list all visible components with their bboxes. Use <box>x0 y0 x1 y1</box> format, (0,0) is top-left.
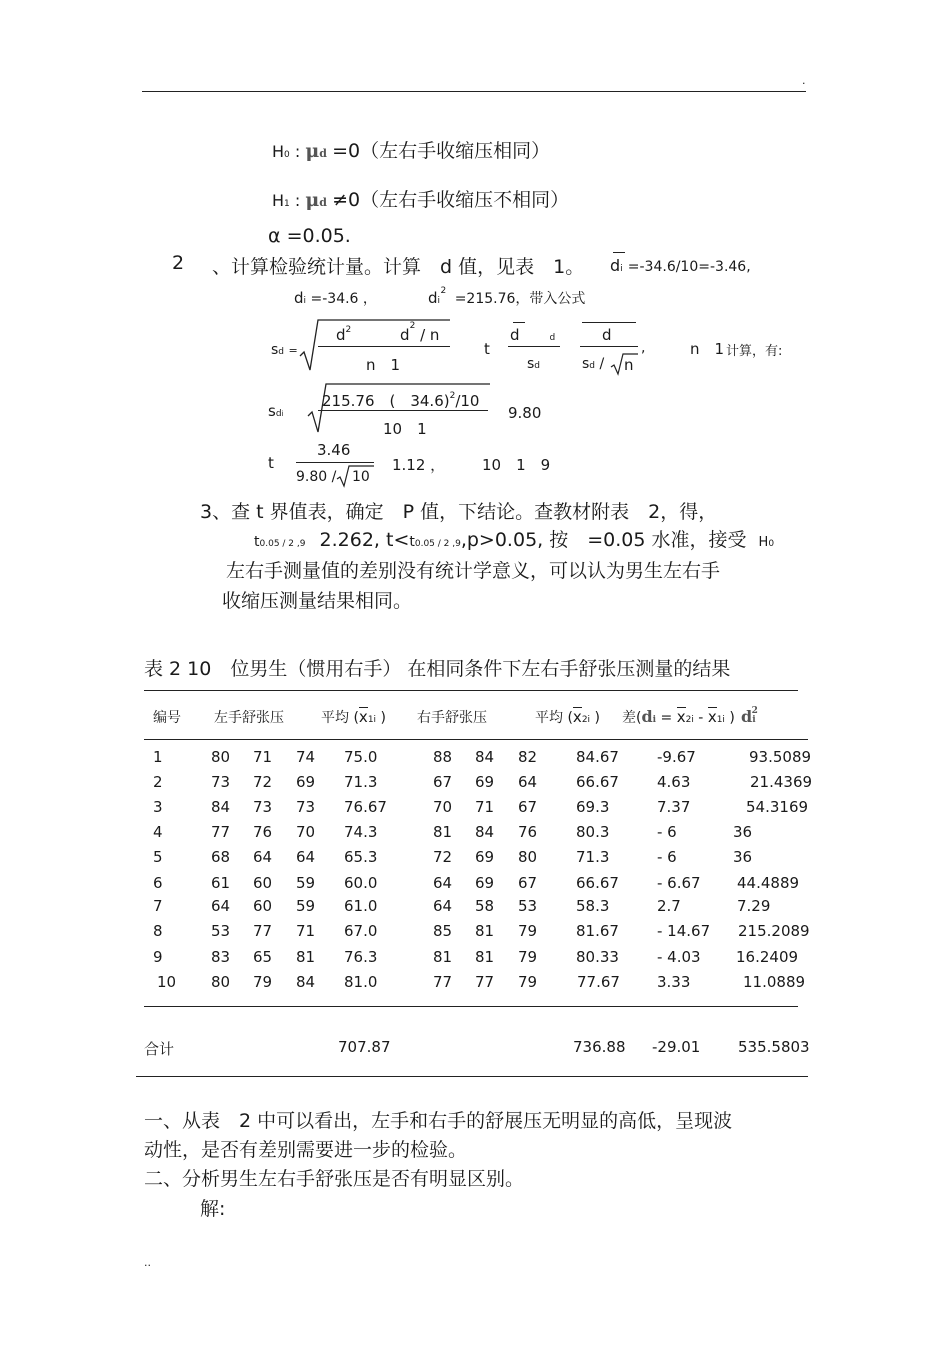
cell-avg2: 80.33 <box>576 948 619 966</box>
table-row <box>0 922 950 944</box>
f3-numerator: 3.46 <box>317 441 351 459</box>
cell-diff: - 6.67 <box>657 874 701 892</box>
cell-l2: 60 <box>253 897 273 915</box>
sum-d2: di $^2$ =215.76，带入公式 <box>428 286 586 307</box>
cell-id: 8 <box>153 922 163 940</box>
f2-numerator: 215.76 ( 34.6)$^2$/10 <box>322 391 480 410</box>
cell-avg2: 66.67 <box>576 773 619 791</box>
f2-denominator: 10 1 <box>383 420 427 438</box>
cell-avg2: 84.67 <box>576 748 619 766</box>
f1-t-den: sd <box>527 356 541 372</box>
cell-avg2: 69.3 <box>576 798 610 816</box>
cell-d2: 54.3169 <box>746 798 809 816</box>
cell-r3: 64 <box>518 773 538 791</box>
cell-avg2: 81.67 <box>576 922 619 940</box>
cell-avg1: 60.0 <box>344 874 378 892</box>
cell-r2: 69 <box>475 773 495 791</box>
total-avg2: 736.88 <box>573 1038 626 1056</box>
conclusion-p2: 二、分析男生左右手舒张压是否有明显区别。 <box>144 1168 525 1190</box>
cell-r3: 53 <box>518 897 538 915</box>
cell-id: 7 <box>153 897 163 915</box>
f1-numerator: $d^2$ $d^2$ / n <box>336 321 440 344</box>
f1-t-num: d d <box>510 326 556 344</box>
cell-diff: - 14.67 <box>657 922 711 940</box>
th-avg1: 平均 (x1i ) <box>321 708 386 726</box>
table-header-row <box>0 707 950 729</box>
cell-avg1: 74.3 <box>344 823 378 841</box>
conclusion-p1-line1: 一、从表 2 中可以看出，左手和右手的舒展压无明显的高低，呈现波 <box>144 1110 733 1132</box>
table-total-row <box>0 1038 950 1060</box>
cell-l1: 61 <box>211 874 231 892</box>
footer-mark: .. <box>144 1256 151 1269</box>
f1-t2-bar <box>580 346 638 347</box>
cell-l1: 80 <box>211 973 231 991</box>
cell-l1: 77 <box>211 823 231 841</box>
cell-r3: 76 <box>518 823 538 841</box>
cell-avg2: 66.67 <box>576 874 619 892</box>
cell-l1: 64 <box>211 897 231 915</box>
dbar-value: di =-34.6/10=-3.46, <box>610 256 751 275</box>
cell-r1: 64 <box>433 874 453 892</box>
cell-r1: 88 <box>433 748 453 766</box>
cell-d2: 16.2409 <box>736 948 799 966</box>
f3-df: 10 1 9 <box>482 456 551 474</box>
conclusion-solve: 解: <box>200 1198 226 1220</box>
th-right: 右手舒张压 <box>417 710 487 726</box>
cell-l1: 84 <box>211 798 231 816</box>
cell-l3: 69 <box>296 773 316 791</box>
step3-line1: 3、查 t 界值表，确定 P 值，下结论。查教材附表 2，得， <box>200 501 718 523</box>
cell-d2: 93.5089 <box>749 748 812 766</box>
cell-id: 9 <box>153 948 163 966</box>
cell-l2: 60 <box>253 874 273 892</box>
f3-result: 1.12 ， <box>392 456 446 474</box>
cell-diff: - 6 <box>657 848 677 866</box>
f1-t2-num: d <box>602 326 612 344</box>
table-row <box>0 948 950 970</box>
step2-text: 、计算检验统计量。计算 d 值，见表 1。 <box>212 256 585 278</box>
cell-r2: 84 <box>475 823 495 841</box>
cell-diff: 4.63 <box>657 773 691 791</box>
f1-t-bar <box>508 346 560 347</box>
cell-id: 1 <box>153 748 163 766</box>
f1-df: n 1 <box>690 340 725 358</box>
table-bottom-rule <box>136 1076 808 1077</box>
cell-id: 4 <box>153 823 163 841</box>
cell-avg2: 80.3 <box>576 823 610 841</box>
table-row <box>0 798 950 820</box>
cell-l3: 59 <box>296 874 316 892</box>
cell-l3: 59 <box>296 897 316 915</box>
th-d2: $di^2$ <box>741 706 758 726</box>
cell-avg1: 65.3 <box>344 848 378 866</box>
cell-id: 5 <box>153 848 163 866</box>
cell-diff: 3.33 <box>657 973 691 991</box>
cell-r3: 67 <box>518 874 538 892</box>
f2-result: 9.80 <box>508 404 542 422</box>
cell-diff: - 6 <box>657 823 677 841</box>
f3-fraction-bar <box>296 462 374 463</box>
cell-id: 3 <box>153 798 163 816</box>
cell-avg1: 75.0 <box>344 748 378 766</box>
cell-d2: 36 <box>733 823 753 841</box>
h0-line: H0 : μd =0（左右手收缩压相同） <box>272 140 551 162</box>
cell-l3: 84 <box>296 973 316 991</box>
table-row <box>0 897 950 919</box>
step2-num: 2 <box>172 252 185 274</box>
step3-line4: 收缩压测量结果相同。 <box>222 590 413 612</box>
cell-avg1: 76.3 <box>344 948 378 966</box>
cell-r2: 69 <box>475 874 495 892</box>
cell-r1: 81 <box>433 823 453 841</box>
cell-avg1: 67.0 <box>344 922 378 940</box>
cell-avg1: 61.0 <box>344 897 378 915</box>
cell-r1: 85 <box>433 922 453 940</box>
cell-r3: 67 <box>518 798 538 816</box>
cell-r1: 70 <box>433 798 453 816</box>
f1-comma: , <box>641 340 646 356</box>
total-avg1: 707.87 <box>338 1038 391 1056</box>
f1-t: t <box>484 340 490 358</box>
cell-l2: 65 <box>253 948 273 966</box>
cell-r1: 72 <box>433 848 453 866</box>
header-rule <box>142 91 806 92</box>
f1-denominator: n 1 <box>366 356 401 374</box>
conclusion-p1-line2: 动性，是否有差别需要进一步的检验。 <box>144 1139 468 1161</box>
table-row <box>0 823 950 845</box>
cell-d2: 44.4889 <box>737 874 800 892</box>
step3-line2: t0.05 / 2 ,9 2.262, t<t0.05 / 2 ,9,p>0.05, 按 =0.05 水准，接受 H0 <box>254 529 775 551</box>
cell-r2: 58 <box>475 897 495 915</box>
f3-t: t <box>268 454 274 472</box>
cell-id: 6 <box>153 874 163 892</box>
cell-diff: -9.67 <box>657 748 696 766</box>
f3-den-a: 9.80 / <box>296 469 337 485</box>
corner-mark: . <box>802 74 806 87</box>
cell-l2: 77 <box>253 922 273 940</box>
cell-avg2: 77.67 <box>577 973 620 991</box>
th-id: 编号 <box>153 710 181 726</box>
cell-r2: 81 <box>475 948 495 966</box>
table-row <box>0 773 950 795</box>
cell-r1: 77 <box>433 973 453 991</box>
cell-diff: 7.37 <box>657 798 691 816</box>
f1-t2-den: sd / <box>582 356 605 372</box>
cell-l2: 64 <box>253 848 273 866</box>
cell-r2: 81 <box>475 922 495 940</box>
cell-l3: 74 <box>296 748 316 766</box>
cell-diff: 2.7 <box>657 897 681 915</box>
table-caption: 表 2 10 位男生（惯用右手） 在相同条件下左右手舒张压测量的结果 <box>144 658 731 680</box>
alpha-line: α =0.05. <box>268 225 351 247</box>
f1-s: sd = <box>271 342 298 358</box>
cell-l3: 71 <box>296 922 316 940</box>
cell-d2: 36 <box>733 848 753 866</box>
cell-d2: 215.2089 <box>738 922 810 940</box>
table-row <box>0 748 950 770</box>
cell-l3: 64 <box>296 848 316 866</box>
f3-den-b: 10 <box>352 469 370 485</box>
cell-r2: 77 <box>475 973 495 991</box>
cell-l1: 80 <box>211 748 231 766</box>
h1-line: H1 : μd ≠0（左右手收缩压不相同） <box>272 189 570 211</box>
cell-r2: 84 <box>475 748 495 766</box>
cell-l2: 73 <box>253 798 273 816</box>
cell-id: 2 <box>153 773 163 791</box>
cell-l2: 79 <box>253 973 273 991</box>
total-d2: 535.5803 <box>738 1038 810 1056</box>
cell-l1: 53 <box>211 922 231 940</box>
total-label: 合计 <box>144 1040 175 1058</box>
cell-r2: 69 <box>475 848 495 866</box>
cell-r3: 79 <box>518 948 538 966</box>
cell-r3: 79 <box>518 973 538 991</box>
f1-t2-n: n <box>624 356 634 374</box>
cell-d2: 7.29 <box>737 897 771 915</box>
step3-line3: 左右手测量值的差别没有统计学意义，可以认为男生左右手 <box>226 560 721 582</box>
cell-r2: 71 <box>475 798 495 816</box>
th-avg2: 平均 (x2i ) <box>535 708 600 726</box>
cell-l1: 83 <box>211 948 231 966</box>
table-row <box>0 973 950 995</box>
cell-avg1: 81.0 <box>344 973 378 991</box>
cell-r1: 81 <box>433 948 453 966</box>
cell-r3: 82 <box>518 748 538 766</box>
f1-tail: 计算，有: <box>726 344 783 359</box>
table-top-rule <box>144 690 798 691</box>
cell-avg2: 71.3 <box>576 848 610 866</box>
cell-d2: 11.0889 <box>743 973 806 991</box>
f1-fraction-bar <box>318 346 450 347</box>
th-diff: 差(di = x2i - x1i ) <box>622 707 735 726</box>
f2-fraction-bar <box>318 410 488 411</box>
cell-id: 10 <box>157 973 177 991</box>
table-row <box>0 848 950 870</box>
total-diff: -29.01 <box>652 1038 701 1056</box>
cell-l2: 76 <box>253 823 273 841</box>
cell-l3: 81 <box>296 948 316 966</box>
table-row <box>0 874 950 896</box>
table-header-rule <box>144 739 808 740</box>
cell-diff: - 4.03 <box>657 948 701 966</box>
cell-l3: 73 <box>296 798 316 816</box>
cell-l3: 70 <box>296 823 316 841</box>
cell-avg2: 58.3 <box>576 897 610 915</box>
table-body-rule <box>144 1006 798 1007</box>
f2-s: sdi <box>268 402 284 420</box>
cell-l2: 72 <box>253 773 273 791</box>
cell-d2: 21.4369 <box>750 773 813 791</box>
sum-d: di =-34.6 ， <box>294 289 377 307</box>
cell-r3: 80 <box>518 848 538 866</box>
f1-t2-num-overline <box>582 322 636 323</box>
dbar-overline <box>613 252 625 253</box>
f1-t-num-overline <box>513 322 525 323</box>
cell-avg1: 76.67 <box>344 798 387 816</box>
cell-r3: 79 <box>518 922 538 940</box>
cell-r1: 64 <box>433 897 453 915</box>
cell-l1: 68 <box>211 848 231 866</box>
cell-l1: 73 <box>211 773 231 791</box>
cell-avg1: 71.3 <box>344 773 378 791</box>
th-left: 左手舒张压 <box>214 710 284 726</box>
cell-r1: 67 <box>433 773 453 791</box>
cell-l2: 71 <box>253 748 273 766</box>
